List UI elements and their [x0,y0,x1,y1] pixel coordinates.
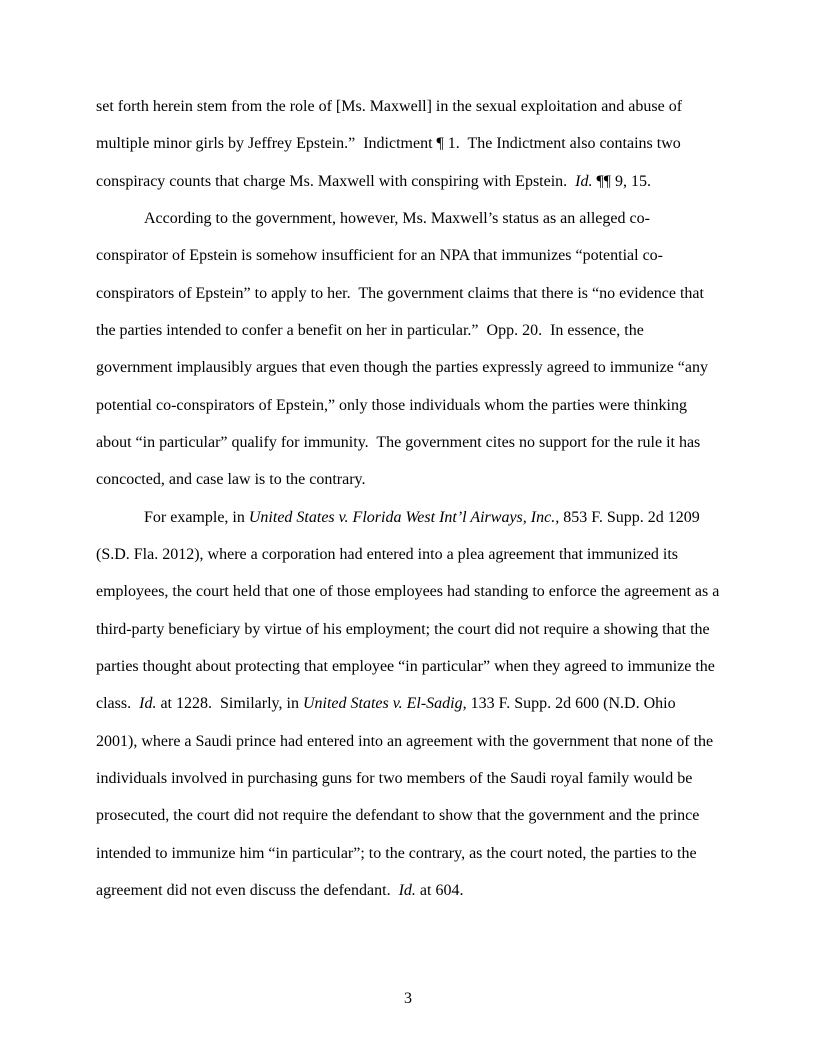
paragraph-case-law [96,499,724,910]
paragraph-indictment [96,88,720,200]
text-run: According to the government, however, Ms. Maxwell’s status as an alleged co-conspirator of Epstein is somehow insufficient for an NPA that immunizes “potential co-conspirators of Epstein” to apply to her. The government claims that there is “no evidence that the parties intended to confer a benefit on her in particular.” Opp. 20. In essence, the government implausibly argues that even though the parties expressly agreed to immunize “any potential co-conspirators of Epstein,” only those individuals whom the parties were thinking about “in particular” qualify for immunity. The government cites no support for the rule it has concocted, and case law is to the contrary. [96,209,712,489]
text-run: For example, in [144,508,249,526]
text-run: at 604. [415,881,464,899]
text-run: set forth herein stem from the role of [Ms. Maxwell] in the sexual exploitation and abuse of multiple minor girls by Jeffrey Epstein.” Indictment ¶ 1. The Indictment also contains two conspiracy counts that charge Ms. Maxwell with conspiring with Epstein. [96,98,687,190]
document-body [96,88,724,909]
paragraph-government-argument [96,200,720,499]
text-run: 133 F. Supp. 2d 600 (N.D. Ohio 2001), where a Saudi prince had entered into an agreement with the government that none of the individuals involved in purchasing guns for two members of the Saudi royal family would be prosecuted, the court did not require the defendant to show that the government and the prince intended to immunize him “in particular”; to the contrary, as the court noted, the parties to the agreement did not even discuss the defendant. [96,695,718,899]
text-run: ¶¶ 9, 15. [592,172,651,190]
italic-run: Id. [575,172,593,190]
italic-run: United States v. Florida West Int’l Airways, Inc., [248,508,560,526]
page-number: 3 [404,990,412,1007]
page-footer [0,980,816,1017]
italic-run: United States v. El-Sadig, [302,695,467,713]
italic-run: Id. [398,881,416,899]
italic-run: Id. [139,695,157,713]
text-run: at 1228. Similarly, in [156,695,303,713]
text-run: 853 F. Supp. 2d 1209 (S.D. Fla. 2012), where a corporation had entered into a plea agreement that immunized its employees, the court held that one of those employees had standing to enforce the agreement as a third-party beneficiary by virtue of his employment; the court did not require a showing that the parties thought about protecting that employee “in particular” when they agreed to immunize the class. [96,508,724,713]
